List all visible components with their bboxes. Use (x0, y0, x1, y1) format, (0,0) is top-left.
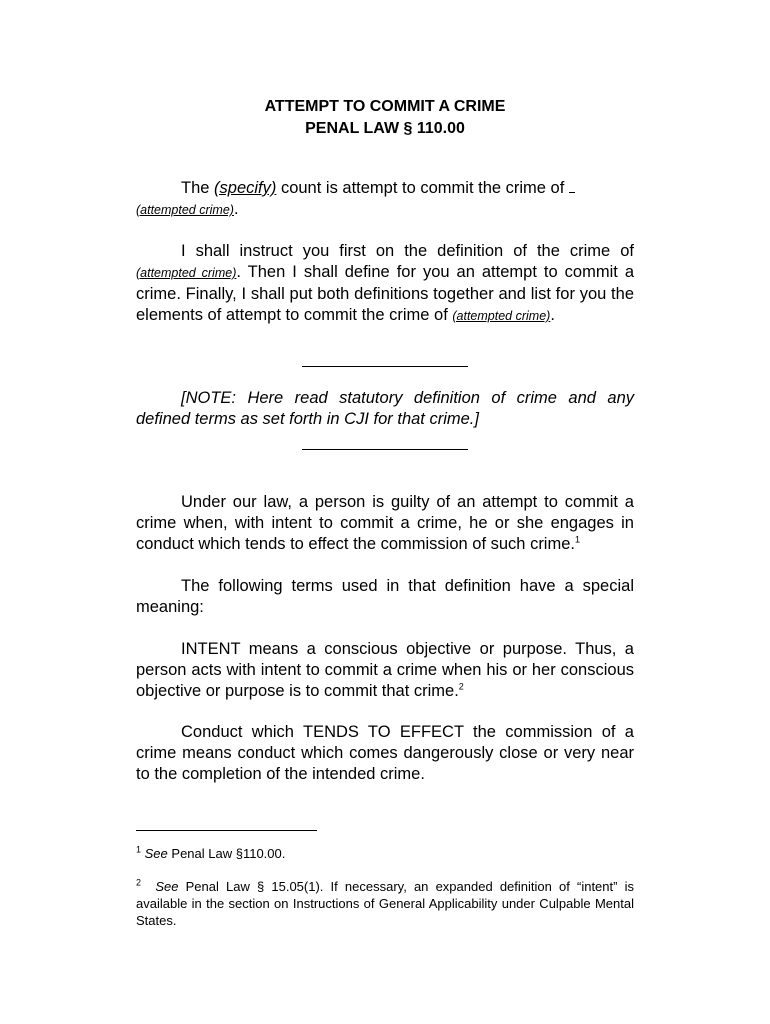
attempted-crime-placeholder: (attempted crime) (136, 203, 234, 217)
footnote-ref: 1 (574, 534, 580, 545)
attempted-crime-placeholder: (attempted crime) (136, 266, 237, 280)
text: . (550, 306, 555, 324)
title-line-2: PENAL LAW § 110.00 (305, 120, 465, 137)
paragraph-terms: The following terms used in that definition have a special meaning: (136, 577, 634, 616)
text: The (181, 179, 215, 197)
text: Penal Law § 15.05(1). If necessary, an expanded definition of “intent” is available in the section on Instructions of General Applicability under Culpable Mental States. (136, 879, 634, 928)
attempted-crime-placeholder: (attempted crime) (452, 309, 551, 323)
footnote-number: 1 (136, 844, 142, 855)
paragraph-instruction-plan (136, 241, 634, 327)
text: See (144, 846, 168, 861)
paragraph-tends-to-effect: Conduct which TENDS TO EFFECT the commission of a crime means conduct which comes dangerously close or very near to the completion of the intended crime. (136, 723, 634, 783)
text: count is attempt to commit the crime of (276, 179, 569, 197)
text: INTENT means a conscious objective or purpose. Thus, a person acts with intent to commit a crime when his or her conscious objective or purpose is to commit that crime. (136, 640, 634, 700)
text: I shall instruct you first on the definition of the crime of (181, 242, 634, 260)
paragraph-intent (136, 639, 634, 702)
document-title (136, 96, 634, 140)
separator-rule (302, 449, 468, 450)
footnote-1 (136, 845, 634, 862)
footnote-number: 2 (136, 877, 142, 888)
text: See (155, 879, 179, 894)
separator-rule (302, 366, 468, 367)
footnote-ref: 2 (458, 681, 464, 692)
footnote-rule (136, 830, 317, 831)
paragraph-count-intro (136, 178, 634, 221)
title-line-1: ATTEMPT TO COMMIT A CRIME (264, 98, 506, 115)
text: . (233, 200, 239, 218)
text: Penal Law §110.00. (167, 846, 286, 861)
note-paragraph: [NOTE: Here read statutory definition of crime and any defined terms as set forth in CJI for that crime.] (136, 389, 634, 428)
blank-line (569, 178, 575, 193)
text: Under our law, a person is guilty of an attempt to commit a crime when, with intent to commit a crime, he or she engages in conduct which tends to effect the commission of such crime. (136, 493, 634, 553)
footnote-2 (136, 878, 634, 929)
specify-placeholder: (specify) (214, 179, 277, 197)
paragraph-definition (136, 492, 634, 555)
text: . Then I shall define for you an attempt to commit a crime. Finally, I shall put both definitions together and list for you the elements of attempt to commit the crime of (136, 263, 634, 324)
